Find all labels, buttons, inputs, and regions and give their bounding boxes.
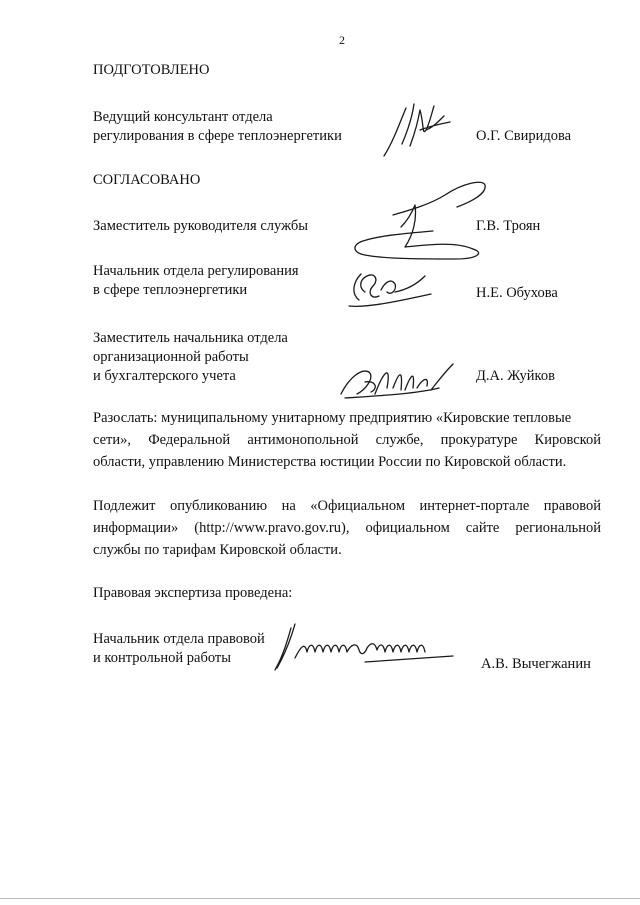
publication-line3: службы по тарифам Кировской области. (93, 542, 342, 558)
legal-review-text: Правовая экспертиза проведена: (93, 585, 293, 601)
signature-obukhova (345, 262, 440, 312)
distribution-line3: области, управлению Министерства юстиции России по Кировской области. (93, 454, 567, 470)
signature-troyan (345, 175, 490, 265)
signer3-position-line3: и бухгалтерского учета (93, 368, 236, 384)
distribution-line1: Разослать: муниципальному унитарному предприятию «Кировские тепловые (93, 410, 572, 426)
legal-position-line2: и контрольной работы (93, 650, 231, 666)
signature-zhuykov (335, 358, 460, 403)
legal-name: А.В. Вычегжанин (481, 656, 591, 672)
signer2-name: Н.Е. Обухова (476, 285, 558, 301)
signer2-position-line1: Начальник отдела регулирования (93, 263, 299, 279)
prepared-name: О.Г. Свиридова (476, 128, 572, 144)
prepared-position-line1: Ведущий консультант отдела (93, 109, 273, 125)
signer1-position-line1: Заместитель руководителя службы (93, 218, 309, 234)
distribution-line2: сети», Федеральной антимонопольной службе, прокуратуре Кировской (93, 432, 601, 448)
signer1-name: Г.В. Троян (476, 218, 541, 234)
signature-sviridova (380, 100, 460, 160)
page-edge-line (0, 898, 640, 899)
signature-vychegzhanin (265, 618, 460, 673)
prepared-position-line2: регулирования в сфере теплоэнергетики (93, 128, 342, 144)
signer2-position-line2: в сфере теплоэнергетики (93, 282, 248, 298)
signer3-position-line2: организационной работы (93, 349, 249, 365)
signer3-position-line1: Заместитель начальника отдела (93, 330, 288, 346)
page-number: 2 (339, 33, 345, 47)
legal-position-line1: Начальник отдела правовой (93, 631, 265, 647)
agreed-heading: СОГЛАСОВАНО (93, 172, 201, 188)
prepared-heading: ПОДГОТОВЛЕНО (93, 62, 210, 78)
publication-line2: информации» (http://www.pravo.gov.ru), официальном сайте региональной (93, 520, 601, 536)
signer3-name: Д.А. Жуйков (476, 368, 555, 384)
publication-line1: Подлежит опубликованию на «Официальном интернет-портале правовой (93, 498, 601, 514)
